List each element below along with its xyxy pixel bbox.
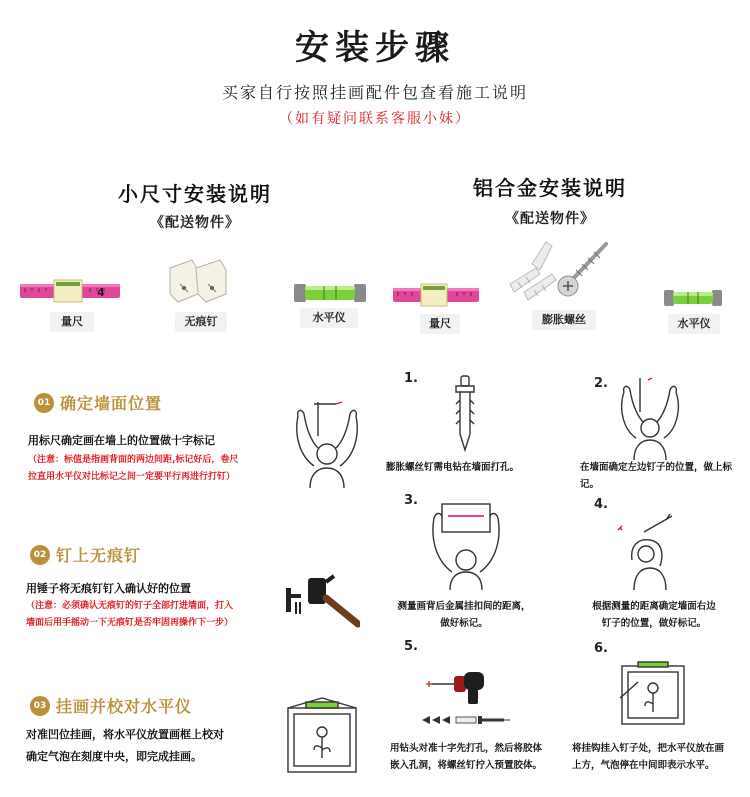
person-measuring-frame-icon [428,502,504,590]
step-desc-03-line2: 确定气泡在刻度中央，即完成挂画。 [26,750,202,763]
step-heading-03: 挂画并校对水平仪 [56,697,193,716]
alloy-step-num-1: 1. [404,371,418,386]
screw-parts-icon [420,712,510,728]
spirit-level-icon [664,288,722,308]
alloy-step-caption-6-line2: 上方，气泡停在中间即表示水平。 [572,760,715,771]
page-title: 安装步骤 [295,28,455,68]
step-warning-02-line2: 墙面后用手摇动一下无痕钉是否牢固再操作下一步） [26,618,234,628]
tool-label-screw: 膨胀螺丝 [532,310,596,330]
alloy-title: 铝合金安装说明 [473,176,627,200]
tool-label-level: 水平仪 [300,308,358,328]
spirit-level-icon [294,282,366,304]
electric-drill-icon [420,668,486,706]
tool-label-nail: 无痕钉 [175,312,227,332]
alloy-step-caption-3-line2: 做好标记。 [440,618,488,629]
alloy-items-title: 《配送物件》 [505,211,595,227]
expansion-bolt-icon [452,374,478,452]
measuring-tape-icon [393,280,479,310]
framed-picture-icon [284,694,360,776]
step-warning-01-line1: （注意：标值是指画背面的两边间距,标记好后，卷尺 [28,455,239,465]
person-marking-wall-icon [616,374,684,460]
step-warning-01-line2: 拉直用水平仪对比标记之间一定要平行再进行打钉） [28,472,236,482]
person-marking-right-icon [610,510,680,590]
step-desc-03-line1: 对准凹位挂画，将水平仪放置画框上校对 [26,728,224,741]
step-desc-02: 用锤子将无痕钉钉入确认好的位置 [26,582,191,595]
measuring-tape-icon [20,276,120,306]
traceless-nail-icon [162,254,234,306]
alloy-step-caption-4-line1: 根据测量的距离确定墙面右边 [592,601,716,612]
page-subtitle: 买家自行按照挂画配件包查看施工说明 [221,83,528,102]
step-badge-01: 01 [34,393,54,413]
alloy-step-caption-4-line2: 钉子的位置，做好标记。 [601,618,707,629]
small-size-title: 小尺寸安装说明 [118,182,272,206]
alloy-step-caption-6-line1: 将挂钩挂入钉子处，把水平仪放在画 [572,743,725,754]
hammer-icon [286,574,360,628]
step-badge-02: 02 [30,545,50,565]
person-marking-wall-icon [292,396,362,488]
step-heading-02: 钉上无痕钉 [56,546,142,565]
alloy-step-caption-5-line2: 嵌入孔洞，将螺丝钉拧入预置胶体。 [390,760,543,771]
alloy-step-caption-1: 膨胀螺丝钉需电钻在墙面打孔。 [386,462,520,473]
alloy-step-caption-5-line1: 用钻头对准十字先打孔，然后将胶体 [390,743,543,754]
step-badge-03: 03 [30,696,50,716]
alloy-step-num-4: 4. [594,497,608,512]
step-heading-01: 确定墙面位置 [60,394,163,413]
alloy-step-num-6: 6. [594,641,608,656]
tool-label-level-alloy: 水平仪 [668,314,720,334]
expansion-screw-icon [506,238,614,308]
tool-label-tape-alloy: 量尺 [420,314,460,334]
alloy-step-num-5: 5. [404,639,418,654]
alloy-step-caption-3-line1: 测量画背后金属挂扣间的距离， [397,601,531,612]
step-warning-02-line1: （注意：必须确认无痕钉的钉子全部打进墙面，打入 [26,601,234,611]
framed-picture-level-icon [618,658,688,726]
alloy-step-num-3: 3. [404,493,418,508]
alloy-step-num-2: 2. [594,376,608,391]
contact-note: （如有疑问联系客服小妹） [279,111,471,127]
small-items-title: 《配送物件》 [150,215,240,231]
step-desc-01: 用标尺确定画在墙上的位置做十字标记 [28,434,215,447]
tool-label-tape: 量尺 [50,312,94,332]
alloy-step-caption-2: 在墙面确定左边钉子的位置，做上标记。 [580,462,733,490]
tape-number: 4 [97,286,105,299]
